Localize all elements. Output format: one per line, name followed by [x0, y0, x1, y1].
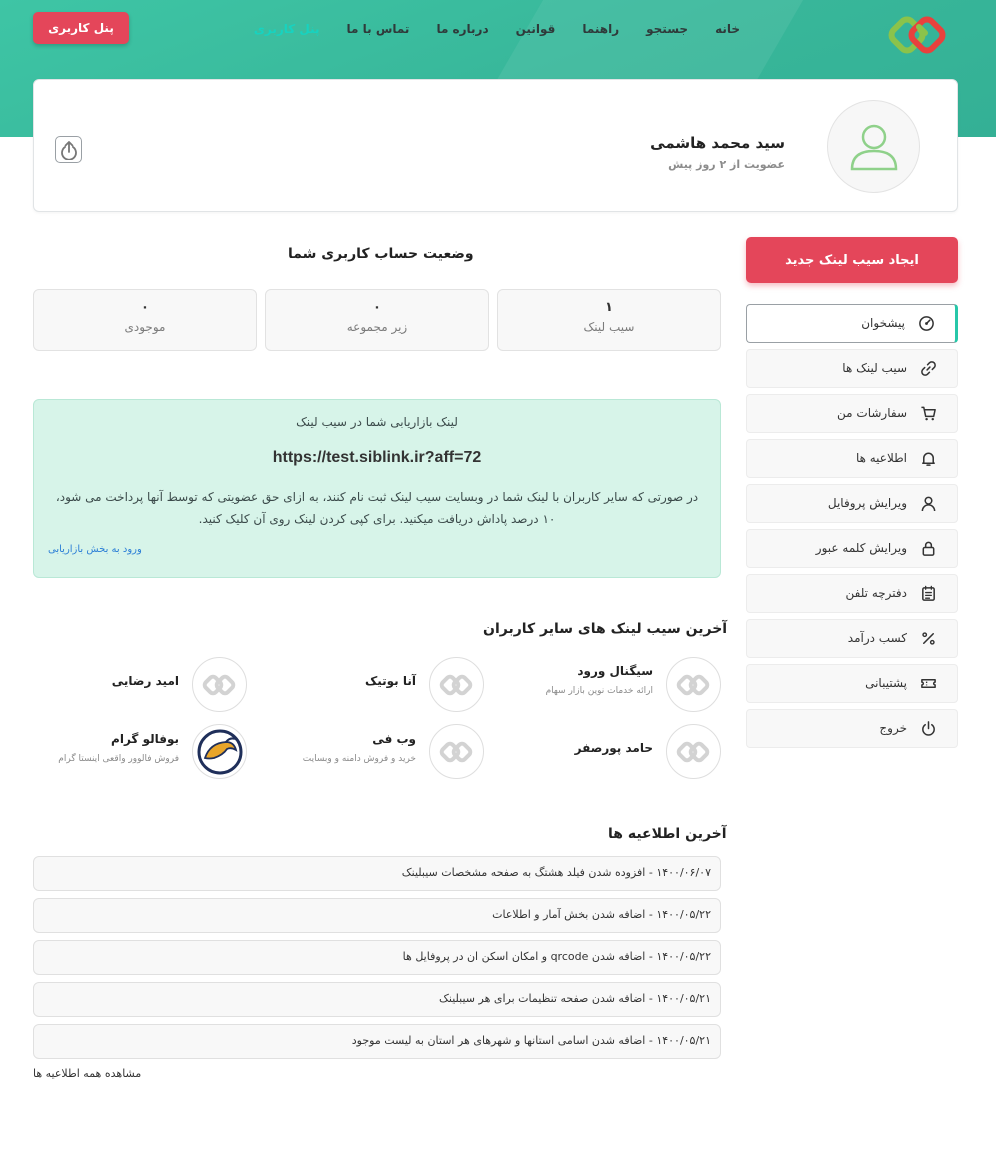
user-card[interactable] [511, 724, 721, 780]
notification-text: ۱۴۰۰/۰۵/۲۲ - اضافه شدن qrcode و امکان اسکن ان در پروفایل ها [402, 950, 711, 963]
sidebar-menu [746, 304, 958, 754]
user-card-name: آنا بوتیک [364, 674, 416, 688]
affiliate-url[interactable]: https://test.siblink.ir?aff=72 [272, 449, 482, 466]
affiliate-title: لینک بازاریابی شما در سیب لینک [296, 415, 458, 429]
user-card-desc: خرید و فروش دامنه و وبسایت [302, 754, 416, 764]
sidebar-item-notifications[interactable] [746, 439, 958, 478]
user-card[interactable] [274, 724, 484, 780]
lock-icon [920, 540, 937, 557]
stat-label: زیر مجموعه [346, 320, 408, 334]
account-status-title: وضعیت حساب کاربری شما [288, 246, 474, 262]
stat-siblinks [497, 289, 721, 351]
nav-search[interactable]: جستجو [646, 22, 689, 36]
user-card[interactable] [37, 724, 247, 780]
view-all-notifications-link[interactable]: مشاهده همه اطلاعیه ها [33, 1067, 142, 1080]
user-avatar-icon [846, 119, 902, 175]
stat-balance [33, 289, 257, 351]
buffalo-logo-icon [196, 728, 244, 776]
user-card-avatar [192, 724, 247, 779]
sidebar-item-orders[interactable] [746, 394, 958, 433]
notification-text: ۱۴۰۰/۰۵/۲۱ - اضافه شدن صفحه تنظیمات برای هر سیبلینک [439, 992, 711, 1005]
sidebar-item-edit-profile[interactable] [746, 484, 958, 523]
sidebar-item-label: خروج [879, 721, 907, 735]
siblink-logo-icon [676, 672, 712, 698]
user-card-name: حامد پورصفر [574, 741, 653, 755]
nav-home[interactable]: خانه [715, 22, 740, 36]
sidebar-item-label: پشتیبانی [865, 676, 907, 690]
stat-subsets [265, 289, 489, 351]
nav-contact[interactable]: تماس با ما [346, 22, 410, 36]
affiliate-section-link[interactable]: ورود به بخش بازاریابی [48, 544, 142, 555]
profile-name: سید محمد هاشمی [650, 134, 785, 152]
user-card-avatar [429, 724, 484, 779]
sidebar-item-support[interactable] [746, 664, 958, 703]
user-card-avatar [666, 724, 721, 779]
user-card-avatar [666, 657, 721, 712]
sidebar-item-logout[interactable] [746, 709, 958, 748]
user-card-name: سیگنال ورود [577, 664, 653, 678]
cart-icon [920, 405, 937, 422]
user-panel-button[interactable]: پنل کاربری [33, 12, 129, 44]
sidebar-item-label: کسب درآمد [847, 631, 907, 645]
nav-about[interactable]: درباره ما [436, 22, 489, 36]
profile-card [33, 79, 958, 212]
stat-label: سیب لینک [583, 320, 635, 334]
sidebar-item-earn-money[interactable] [746, 619, 958, 658]
phonebook-icon [920, 585, 937, 602]
stat-value: ۰ [141, 300, 149, 315]
share-button[interactable] [55, 136, 82, 163]
nav-rules[interactable]: قوانین [515, 22, 556, 36]
stat-label: موجودی [124, 320, 166, 334]
notifications-title: آخرین اطلاعیه ها [608, 826, 727, 842]
sidebar-item-edit-password[interactable] [746, 529, 958, 568]
notification-text: ۱۴۰۰/۰۵/۲۱ - اضافه شدن اسامی استانها و شهرهای هر استان به لیست موجود [351, 1034, 711, 1047]
user-card-name: امید رضایی [111, 674, 179, 688]
nav-guide[interactable]: راهنما [582, 22, 620, 36]
dashboard-icon [918, 315, 935, 332]
notification-item[interactable] [33, 1024, 721, 1059]
user-card[interactable] [511, 657, 721, 713]
avatar [827, 100, 920, 193]
affiliate-box [33, 399, 721, 578]
sidebar-item-label: دفترچه تلفن [845, 586, 907, 600]
user-card-desc: ارائه خدمات نوین بازار سهام [545, 686, 653, 696]
sidebar-item-label: سفارشات من [837, 406, 907, 420]
user-card-name: بوفالو گرام [111, 732, 179, 746]
latest-links-title: آخرین سیب لینک های سایر کاربران [483, 621, 728, 637]
user-icon [920, 495, 937, 512]
stat-value: ۰ [373, 300, 381, 315]
siblink-logo-icon [676, 739, 712, 765]
user-card-desc: فروش فالوور واقعی اینستا گرام [58, 754, 179, 764]
percent-icon [920, 630, 937, 647]
siblink-logo-icon [439, 739, 475, 765]
affiliate-description: در صورتی که سایر کاربران با لینک شما در وبسایت سیب لینک ثبت نام کنند، به ازای حق عضویتی که توسط آنها پرداخت می شود، ۱۰ درصد پاداش دریافت میکنید. برای کپی کردن لینک روی آن کلیک کنید. [55, 490, 699, 526]
profile-membership: عضویت از ۲ روز پیش [668, 158, 785, 171]
main-nav [254, 22, 740, 36]
user-card[interactable] [37, 657, 247, 713]
user-card-avatar [192, 657, 247, 712]
bell-icon [920, 450, 937, 467]
sidebar-item-label: ویرایش پروفایل [827, 496, 907, 510]
notification-text: ۱۴۰۰/۰۶/۰۷ - افزوده شدن فیلد هشتگ به صفحه مشخصات سیبلینک [401, 866, 711, 879]
notification-item[interactable] [33, 856, 721, 891]
user-card[interactable] [274, 657, 484, 713]
notification-text: ۱۴۰۰/۰۵/۲۲ - اضافه شدن بخش آمار و اطلاعات [492, 908, 711, 921]
sidebar-item-label: ویرایش کلمه عبور [815, 541, 907, 555]
nav-user-panel[interactable]: پنل کاربری [253, 22, 320, 36]
sidebar-item-phonebook[interactable] [746, 574, 958, 613]
sidebar-item-label: پیشخوان [861, 316, 905, 330]
ticket-icon [920, 675, 937, 692]
notification-item[interactable] [33, 898, 721, 933]
notification-item[interactable] [33, 982, 721, 1017]
notification-item[interactable] [33, 940, 721, 975]
user-card-avatar [429, 657, 484, 712]
link-icon [920, 360, 937, 377]
sidebar-item-links[interactable] [746, 349, 958, 388]
site-logo[interactable] [888, 10, 950, 58]
sidebar-item-dashboard[interactable] [746, 304, 958, 343]
create-siblink-button[interactable]: ایجاد سیب لینک جدید [746, 237, 958, 283]
power-icon [920, 720, 937, 737]
stat-value: ۱ [605, 300, 613, 315]
sidebar-item-label: اطلاعیه ها [855, 451, 907, 465]
user-card-name: وب فی [372, 732, 416, 746]
siblink-logo-icon [439, 672, 475, 698]
share-icon [59, 140, 79, 160]
sidebar-item-label: سیب لینک ها [842, 361, 907, 375]
siblink-logo-icon [202, 672, 238, 698]
